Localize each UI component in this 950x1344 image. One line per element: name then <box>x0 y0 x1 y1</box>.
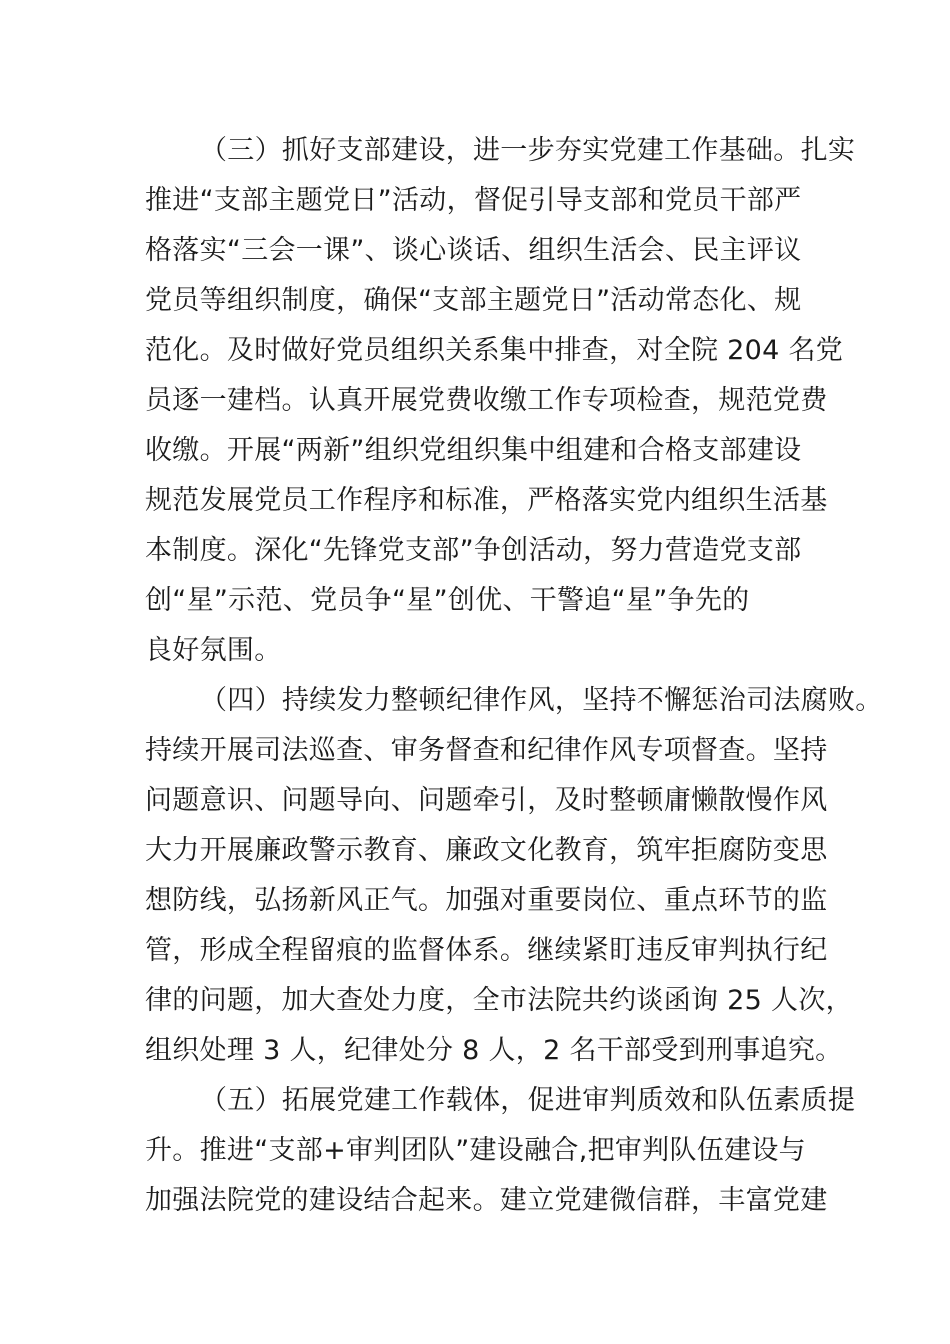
paragraph-3-line-2: 推进“支部主题党日”活动，督促引导支部和党员干部严 <box>145 185 802 216</box>
paragraph-4-line-2: 持续开展司法巡查、审务督查和纪律作风专项督查。坚持 <box>145 735 828 766</box>
paragraph-4-line-3: 问题意识、问题导向、问题牵引，及时整顿庸懒散慢作风 <box>145 785 828 816</box>
paragraph-3-line-4: 党员等组织制度，确保“支部主题党日”活动常态化、规 <box>145 285 802 316</box>
paragraph-3-line-5: 范化。及时做好党员组织关系集中排查，对全院 204 名党 <box>145 335 844 366</box>
paragraph-4-line-5: 想防线，弘扬新风正气。加强对重要岗位、重点环节的监 <box>145 885 828 916</box>
paragraph-4-line-6: 管，形成全程留痕的监督体系。继续紧盯违反审判执行纪 <box>145 935 828 966</box>
paragraph-3-line-6: 员逐一建档。认真开展党费收缴工作专项检查，规范党费 <box>145 385 828 416</box>
paragraph-5-line-1: （五）拓展党建工作载体，促进审判质效和队伍素质提 <box>200 1085 856 1116</box>
paragraph-4-line-4: 大力开展廉政警示教育、廉政文化教育，筑牢拒腐防变思 <box>145 835 828 866</box>
paragraph-3-line-7: 收缴。开展“两新”组织党组织集中组建和合格支部建设 <box>145 435 802 466</box>
paragraph-4-line-7: 律的问题，加大查处力度，全市法院共约谈函询 25 人次， <box>145 985 853 1016</box>
paragraph-3-line-8: 规范发展党员工作程序和标准，严格落实党内组织生活基 <box>145 485 828 516</box>
paragraph-5-line-2: 升。推进“支部+审判团队”建设融合,把审判队伍建设与 <box>145 1135 806 1166</box>
paragraph-4-line-8: 组织处理 3 人，纪律处分 8 人，2 名干部受到刑事追究。 <box>145 1035 843 1066</box>
paragraph-3-line-1: （三）抓好支部建设，进一步夯实党建工作基础。扎实 <box>200 135 856 166</box>
paragraph-3-line-9: 本制度。深化“先锋党支部”争创活动，努力营造党支部 <box>145 535 802 566</box>
paragraph-3-line-3: 格落实“三会一课”、谈心谈话、组织生活会、民主评议 <box>145 235 802 266</box>
paragraph-4-line-1: （四）持续发力整顿纪律作风，坚持不懈惩治司法腐败。 <box>200 685 883 716</box>
paragraph-3-line-11: 良好氛围。 <box>145 635 282 666</box>
paragraph-3-line-10: 创“星”示范、党员争“星”创优、干警追“星”争先的 <box>145 585 750 616</box>
paragraph-5-line-3: 加强法院党的建设结合起来。建立党建微信群，丰富党建 <box>145 1185 828 1216</box>
